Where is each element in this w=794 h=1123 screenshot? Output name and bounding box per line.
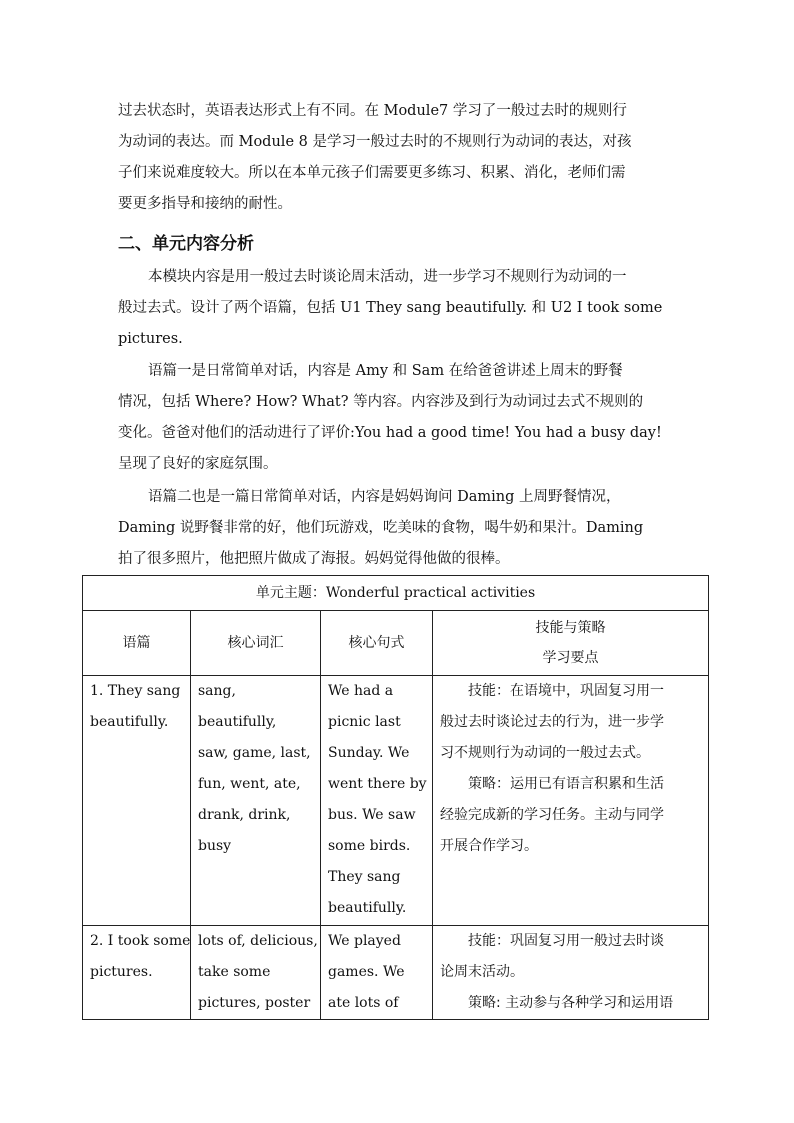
cell-line: 论周末活动。	[440, 964, 524, 980]
sentence-cell	[321, 676, 433, 926]
cell-line: fun, went, ate,	[198, 776, 301, 792]
skills-cell	[433, 926, 709, 1020]
cell-line: 开展合作学习。	[440, 838, 538, 854]
text-line: 本模块内容是用一般过去时谈论周末活动，进一步学习不规则行为动词的一	[148, 269, 627, 285]
cell-line: 经验完成新的学习任务。主动与同学	[440, 807, 664, 823]
text-line: 拍了很多照片，他把照片做成了海报。妈妈觉得他做的很棒。	[118, 551, 510, 567]
cell-line: Sunday. We	[328, 745, 410, 761]
header-skills	[433, 611, 709, 676]
cell-line: We had a	[328, 683, 394, 699]
cell-line: 习不规则行为动词的一般过去式。	[440, 745, 650, 761]
table-row	[83, 676, 709, 926]
cell-line: 技能：在语境中，巩固复习用一	[468, 683, 664, 699]
cell-line: pictures, poster	[198, 995, 311, 1011]
unit-analysis-table	[82, 575, 709, 1020]
skills-cell	[433, 676, 709, 926]
text-line: 语篇二也是一篇日常简单对话，内容是妈妈询问 Daming 上周野餐情况，	[148, 489, 621, 505]
text-line: 过去状态时，英语表达形式上有不同。在 Module7 学习了一般过去时的规则行	[118, 103, 627, 119]
header-row	[83, 611, 709, 676]
text-line: 呈现了良好的家庭氛围。	[118, 456, 278, 472]
text-line: 要更多指导和接纳的耐性。	[118, 196, 292, 212]
text-line: 为动词的表达。而 Module 8 是学习一般过去时的不规则行为动词的表达，对孩	[118, 134, 632, 150]
section-heading: 二、单元内容分析	[118, 234, 254, 254]
text-line: 变化。爸爸对他们的活动进行了评价:You had a good time! You had a busy day!	[118, 425, 662, 441]
header-vocab: 核心词汇	[191, 611, 321, 676]
cell-line: games. We	[328, 964, 405, 980]
cell-line: saw, game, last,	[198, 745, 311, 761]
cell-line: sang,	[198, 683, 236, 699]
sentence-cell	[321, 926, 433, 1020]
header-text: 语篇	[83, 611, 191, 676]
cell-line: some birds.	[328, 838, 411, 854]
cell-line: 策略：运用已有语言积累和生活	[468, 776, 664, 792]
cell-line: 2. I took some	[90, 933, 191, 949]
text-line: 般过去式。设计了两个语篇，包括 U1 They sang beautifully. 和 U2 I took some	[118, 300, 663, 316]
text-cell	[83, 926, 191, 1020]
cell-line: 策略: 主动参与各种学习和运用语	[468, 995, 674, 1011]
header-sentence: 核心句式	[321, 611, 433, 676]
module-content-paragraph	[118, 262, 678, 355]
cell-line: take some	[198, 964, 271, 980]
cell-line: ate lots of	[328, 995, 399, 1011]
vocab-cell	[191, 926, 321, 1020]
cell-line: picnic last	[328, 714, 401, 730]
cell-line: 技能：巩固复习用一般过去时谈	[468, 933, 664, 949]
text-one-paragraph	[118, 356, 678, 480]
cell-line: lots of, delicious,	[198, 933, 318, 949]
cell-line: busy	[198, 838, 232, 854]
cell-line: pictures.	[90, 964, 153, 980]
cell-line: 1. They sang	[90, 683, 181, 699]
cell-line: beautifully.	[90, 714, 169, 730]
theme-row	[83, 576, 709, 611]
header-skills-line: 学习要点	[542, 650, 599, 666]
intro-paragraph	[118, 96, 678, 220]
table-row	[83, 926, 709, 1020]
cell-line: 般过去时谈论过去的行为，进一步学	[440, 714, 664, 730]
text-line: 子们来说难度较大。所以在本单元孩子们需要更多练习、积累、消化，老师们需	[118, 165, 626, 181]
header-skills-line: 技能与策略	[535, 620, 606, 636]
text-two-paragraph	[118, 482, 678, 575]
text-cell	[83, 676, 191, 926]
cell-line: drank, drink,	[198, 807, 291, 823]
cell-line: beautifully,	[198, 714, 277, 730]
cell-line: beautifully.	[328, 900, 407, 916]
unit-theme: 单元主题：Wonderful practical activities	[83, 576, 709, 611]
text-line: 语篇一是日常简单对话，内容是 Amy 和 Sam 在给爸爸讲述上周末的野餐	[148, 363, 623, 379]
text-line: 情况，包括 Where? How? What? 等内容。内容涉及到行为动词过去式不规则的	[118, 394, 644, 410]
cell-line: We played	[328, 933, 401, 949]
cell-line: went there by	[328, 776, 427, 792]
text-line: pictures.	[118, 331, 183, 347]
text-line: Daming 说野餐非常的好，他们玩游戏，吃美味的食物，喝牛奶和果汁。Daming	[118, 520, 644, 536]
cell-line: They sang	[328, 869, 401, 885]
vocab-cell	[191, 676, 321, 926]
cell-line: bus. We saw	[328, 807, 416, 823]
